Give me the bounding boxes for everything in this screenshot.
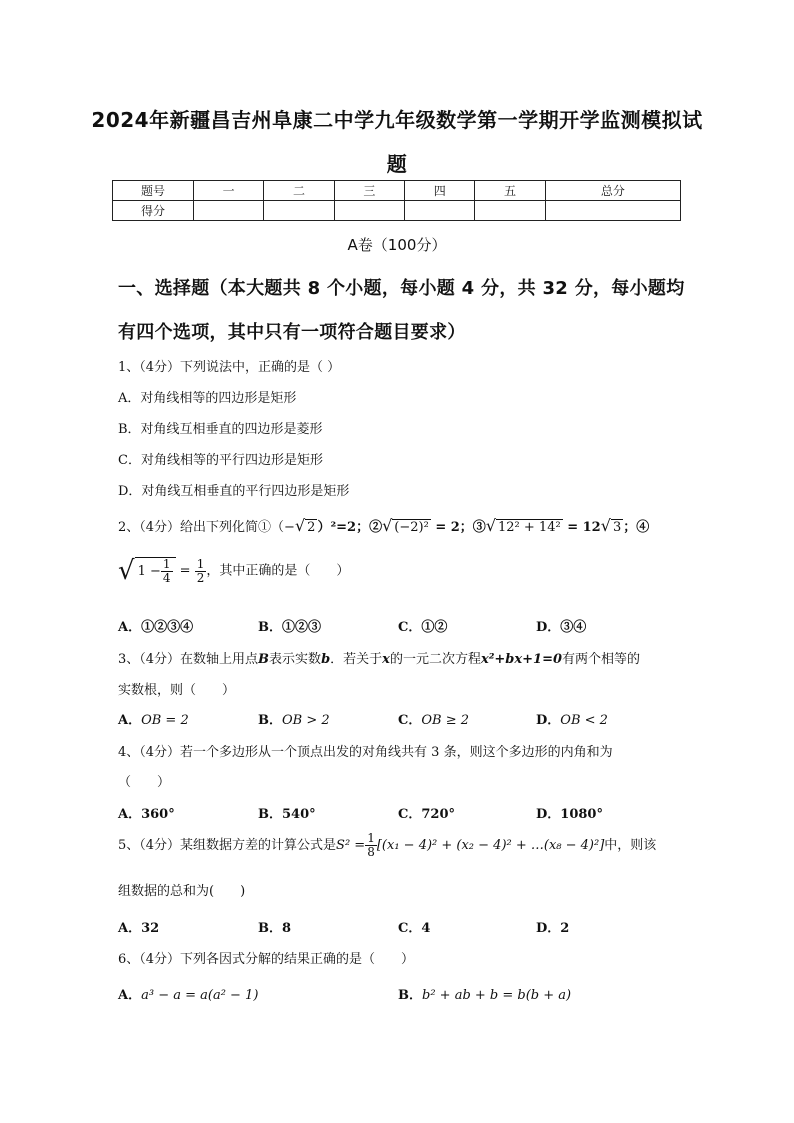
q2-option-b: B．①②③	[258, 620, 321, 635]
q2-line2	[118, 556, 349, 586]
q3-option-c	[398, 709, 469, 728]
frac-denominator: 4	[162, 571, 171, 585]
q6-option-a	[118, 984, 258, 1003]
q2-p3-radicand2: 3	[612, 520, 622, 535]
q5-option-a: A．32	[118, 921, 160, 936]
q2-p4-label: ；④	[623, 520, 650, 535]
q4-option-a: A．360°	[118, 807, 175, 822]
q4-option-d: D．1080°	[536, 807, 603, 822]
option-label: C．	[398, 713, 422, 728]
option-expr: OB > 2	[282, 713, 330, 728]
section1-heading-line1: 一、选择题（本大题共 8 个小题，每小题 4 分，共 32 分，每小题均	[118, 278, 685, 299]
q3-option-a	[118, 709, 189, 728]
option-expr: b² + ab + b = b(b + a)	[422, 988, 572, 1003]
q1-stem: 1、（4分）下列说法中，正确的是（ ）	[118, 360, 341, 375]
q5-s-expr: S² =	[336, 838, 366, 853]
q2-p4a: 1 −	[137, 564, 161, 579]
q3-text: 的一元二次方程	[389, 652, 481, 667]
q1-option-c: C．对角线相等的平行四边形是矩形	[118, 453, 323, 468]
q1-option-a: A．对角线相等的四边形是矩形	[118, 391, 297, 406]
frac-denominator: 8	[367, 845, 375, 859]
q2-p4-frac	[161, 558, 173, 585]
q2-p2-tail: = 2；③	[430, 520, 486, 535]
option-expr: OB ≥ 2	[421, 713, 469, 728]
option-label: B．	[398, 988, 422, 1003]
q3-equation: x²+bx+1=0	[480, 652, 563, 667]
q5-text: 5、（4分）某组数据方差的计算公式是	[118, 838, 337, 853]
q4-stem: 4、（4分）若一个多边形从一个顶点出发的对角线共有 3 条，则这个多边形的内角和为	[118, 745, 613, 760]
q2-option-d: D．③④	[536, 620, 587, 635]
q2-p1-tail: ）²=2；②	[317, 520, 383, 535]
q2-p2-radicand: (−2)²	[394, 520, 429, 535]
sqrt-icon: √	[600, 516, 611, 535]
score-input-cell	[545, 201, 680, 221]
q3-text: ．若关于	[330, 652, 383, 667]
exam-title-line2: 题	[386, 152, 408, 176]
exam-title-line1: 2024年新疆昌吉州阜康二中学九年级数学第一学期开学监测模拟试	[91, 108, 703, 132]
frac-numerator: 1	[367, 831, 375, 845]
section1-heading-line2: 有四个选项，其中只有一项符合题目要求）	[118, 322, 466, 343]
frac-numerator: 1	[162, 557, 171, 571]
q1-option-b: B．对角线互相垂直的四边形是菱形	[118, 422, 323, 437]
score-input-cell	[194, 201, 264, 221]
q2-p3-tail: = 12	[562, 520, 601, 535]
score-table	[112, 180, 681, 221]
score-table-score-row	[113, 201, 681, 221]
score-cell: 得分	[113, 201, 194, 221]
section-a-title: A卷（100分）	[347, 236, 447, 254]
q6-option-b	[398, 984, 571, 1003]
frac-denominator: 2	[196, 570, 205, 585]
q4-line2: （ ）	[118, 775, 171, 790]
q5-formula: [(x₁ − 4)² + (x₂ − 4)² + …(x₈ − 4)²]	[376, 838, 605, 853]
option-expr: OB < 2	[560, 713, 608, 728]
sqrt-icon: √	[382, 516, 393, 535]
q3-line2: 实数根，则（ ）	[118, 683, 236, 698]
q5-stem	[118, 832, 656, 859]
q6-stem: 6、（4分）下列各因式分解的结果正确的是（ ）	[118, 952, 415, 967]
option-label: A．	[118, 713, 142, 728]
q1-option-d: D．对角线互相垂直的平行四边形是矩形	[118, 484, 350, 499]
option-label: A．	[118, 988, 142, 1003]
score-cell: 总分	[545, 181, 680, 201]
score-input-cell	[405, 201, 475, 221]
q3-var-b: b	[321, 652, 331, 667]
q2-p4-radicand	[135, 557, 176, 585]
q2-tail: ，其中正确的是（ ）	[206, 563, 350, 579]
q3-text: 有两个相等的	[562, 652, 641, 667]
q3-var-b-point: B	[258, 652, 270, 667]
q3-option-d	[536, 709, 608, 728]
option-label: D．	[536, 713, 561, 728]
sqrt-icon: √	[118, 556, 135, 586]
q4-option-b: B．540°	[258, 807, 316, 822]
q2-stem	[118, 516, 649, 535]
q5-text: 中，则该	[604, 838, 657, 853]
q3-text: 3、（4分）在数轴上用点	[118, 652, 259, 667]
q2-p3-radicand: 12² + 14²	[498, 520, 561, 535]
score-cell: 题号	[113, 181, 194, 201]
q5-option-d: D．2	[536, 921, 570, 936]
q2-p4-eq: =	[179, 563, 191, 579]
score-cell: 三	[334, 181, 404, 201]
q5-option-b: B．8	[258, 921, 292, 936]
q3-stem	[118, 648, 640, 667]
score-input-cell	[334, 201, 404, 221]
score-input-cell	[264, 201, 334, 221]
q2-option-c: C．①②	[398, 620, 448, 635]
score-cell: 四	[405, 181, 475, 201]
q3-text: 表示实数	[269, 652, 322, 667]
q2-p1-radicand: 2	[307, 520, 316, 535]
score-cell: 一	[194, 181, 264, 201]
sqrt-icon: √	[294, 516, 306, 535]
q2-p1: −	[284, 520, 295, 535]
q5-line2: 组数据的总和为( )	[118, 884, 246, 899]
q2-p4-result-frac	[195, 558, 207, 585]
q5-frac	[365, 832, 377, 859]
score-table-header-row	[113, 181, 681, 201]
q4-option-c: C．720°	[398, 807, 455, 822]
q3-option-b	[258, 709, 330, 728]
q3-var-x: x	[382, 652, 390, 667]
frac-numerator: 1	[196, 556, 205, 571]
option-expr: OB = 2	[141, 713, 189, 728]
score-cell: 二	[264, 181, 334, 201]
score-input-cell	[475, 201, 545, 221]
sqrt-icon: √	[485, 516, 497, 535]
option-label: B．	[258, 713, 282, 728]
q2-option-a: A．①②③④	[118, 620, 194, 635]
option-expr: a³ − a = a(a² − 1)	[141, 988, 259, 1003]
q5-option-c: C．4	[398, 921, 431, 936]
score-cell: 五	[475, 181, 545, 201]
q2-prefix: 2、（4分）给出下列化简①（	[118, 520, 285, 535]
